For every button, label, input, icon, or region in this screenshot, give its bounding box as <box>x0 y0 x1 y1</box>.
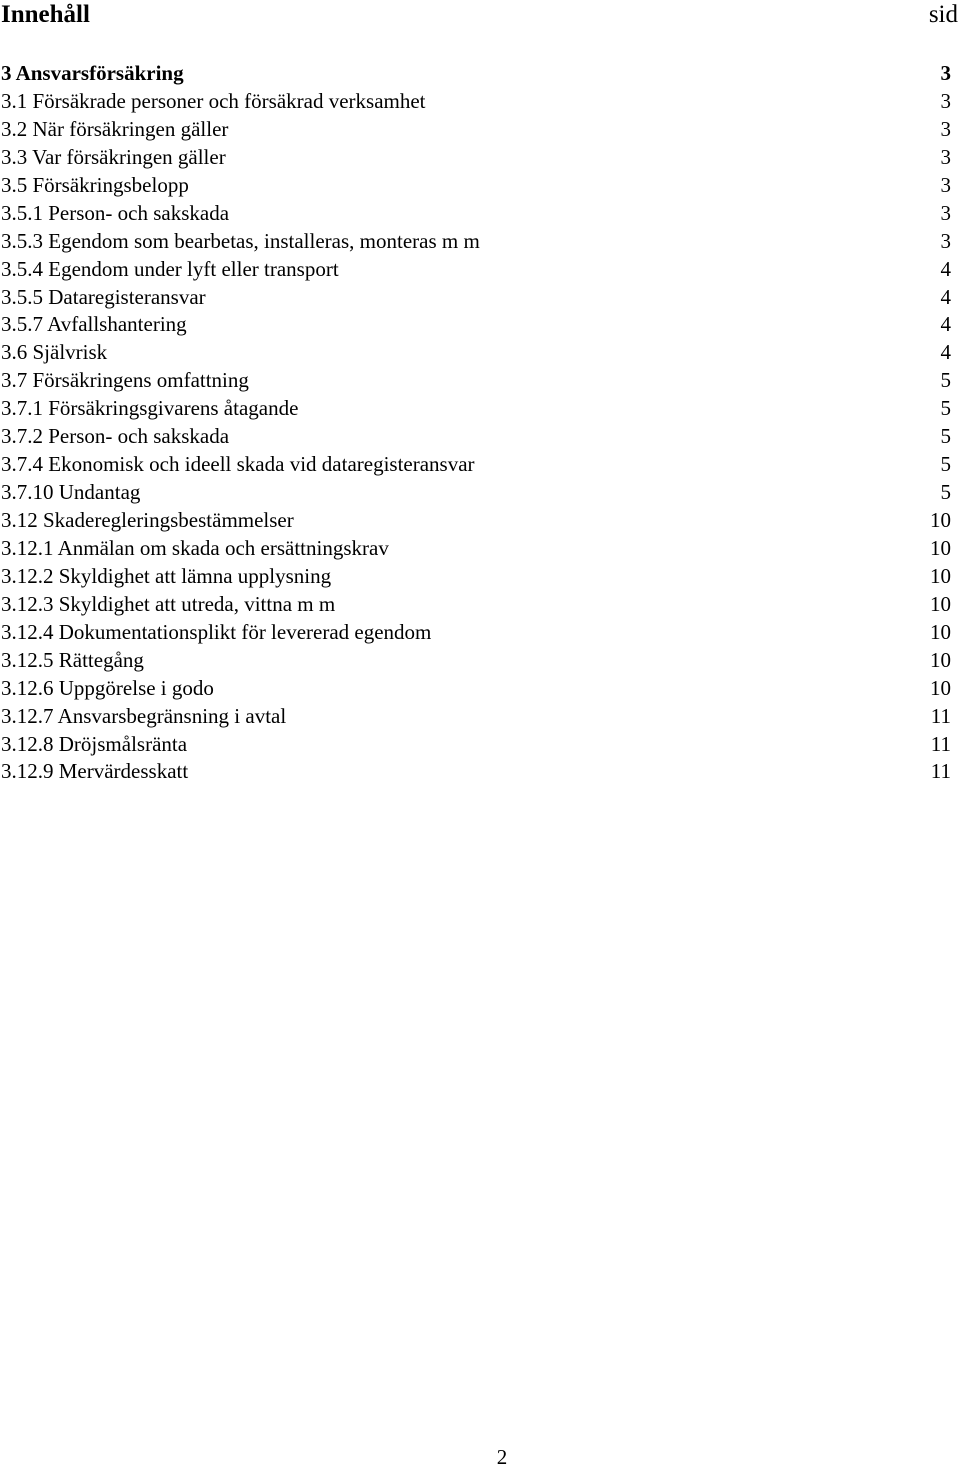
toc-entry-page: 3 <box>940 116 951 141</box>
toc-entry-title: 3.12.8 Dröjsmålsränta <box>1 731 188 756</box>
toc-entry <box>0 366 951 394</box>
toc-entry <box>0 590 951 618</box>
toc-entry-page: 10 <box>930 647 951 672</box>
toc-entry-page: 4 <box>940 312 951 337</box>
toc-entry <box>0 757 951 785</box>
toc-entry-page: 10 <box>930 675 951 700</box>
toc-entry <box>0 674 951 702</box>
toc-entry-title: 3.7.2 Person- och sakskada <box>1 424 230 449</box>
toc-header <box>0 0 958 30</box>
toc-entry-page: 4 <box>940 340 951 365</box>
toc-entry-title: 3.12.2 Skyldighet att lämna upplysning <box>1 563 332 588</box>
toc-entry <box>0 143 951 171</box>
toc-entry-title: 3.12.3 Skyldighet att utreda, vittna m m <box>1 591 336 616</box>
toc-entry-page: 4 <box>940 284 951 309</box>
toc-entry <box>0 702 951 730</box>
toc-entry <box>0 422 951 450</box>
toc-entry-page: 5 <box>940 452 951 477</box>
toc-entry-title: 3.5.3 Egendom som bearbetas, installeras, monteras m m <box>1 228 480 253</box>
toc-entry-page: 10 <box>930 508 951 532</box>
table-of-contents <box>0 59 951 785</box>
toc-entry <box>0 310 951 338</box>
toc-entry <box>0 255 951 283</box>
page-column-label: sid <box>928 1 958 28</box>
toc-entry <box>0 227 951 255</box>
toc-entry <box>0 618 951 646</box>
toc-entry-title: 3.12.9 Mervärdesskatt <box>1 759 189 784</box>
toc-entry <box>0 199 951 227</box>
toc-entry <box>0 478 951 506</box>
toc-entry <box>0 730 951 758</box>
toc-entry-title: 3.12.5 Rättegång <box>1 647 144 672</box>
toc-entry-page: 11 <box>930 731 951 756</box>
toc-entry-title: 3.12 Skaderegleringsbestämmelser <box>1 508 294 532</box>
toc-entry <box>0 338 951 366</box>
toc-entry <box>0 87 951 115</box>
toc-entry-title: 3.12.6 Uppgörelse i godo <box>1 675 214 700</box>
toc-entry <box>0 171 951 199</box>
toc-entry <box>0 115 951 143</box>
toc-entry-page: 11 <box>930 759 951 784</box>
toc-entry-title: 3.5 Försäkringsbelopp <box>1 172 189 197</box>
toc-entry-page: 4 <box>940 256 951 281</box>
toc-entry-title: 3.2 När försäkringen gäller <box>1 116 229 141</box>
toc-entry <box>0 59 951 87</box>
toc-entry-page: 11 <box>930 703 951 728</box>
toc-entry-title: 3.12.1 Anmälan om skada och ersättningskrav <box>1 535 389 560</box>
toc-entry-title: 3.7 Försäkringens omfattning <box>1 368 249 393</box>
toc-entry-page: 3 <box>940 88 951 113</box>
toc-entry <box>0 506 951 534</box>
toc-entry-title: 3.3 Var försäkringen gäller <box>1 144 226 169</box>
toc-entry-page: 5 <box>940 480 951 505</box>
toc-entry-page: 10 <box>930 619 951 644</box>
toc-entry <box>0 562 951 590</box>
toc-entry-page: 3 <box>940 228 951 253</box>
toc-entry-title: 3 Ansvarsförsäkring <box>1 61 184 85</box>
toc-entry-title: 3.5.7 Avfallshantering <box>1 312 187 337</box>
toc-entry-page: 3 <box>940 172 951 197</box>
toc-entry <box>0 394 951 422</box>
toc-entry-title: 3.7.10 Undantag <box>1 480 141 505</box>
toc-entry-title: 3.6 Självrisk <box>1 340 108 365</box>
toc-entry-title: 3.5.4 Egendom under lyft eller transport <box>1 256 339 281</box>
page-number: 2 <box>496 1445 508 1469</box>
toc-entry-page: 10 <box>930 563 951 588</box>
toc-entry-page: 5 <box>940 396 951 421</box>
toc-entry-title: 3.1 Försäkrade personer och försäkrad verksamhet <box>1 88 426 113</box>
toc-entry-title: 3.7.4 Ekonomisk och ideell skada vid dataregisteransvar <box>1 452 475 477</box>
toc-entry-title: 3.5.1 Person- och sakskada <box>1 200 230 225</box>
toc-entry-title: 3.12.4 Dokumentationsplikt för levererad egendom <box>1 619 432 644</box>
toc-entry <box>0 646 951 674</box>
toc-entry-page: 10 <box>930 591 951 616</box>
toc-entry-page: 10 <box>930 535 951 560</box>
toc-entry-page: 3 <box>940 200 951 225</box>
toc-entry-page: 3 <box>940 61 951 85</box>
toc-entry-page: 5 <box>940 368 951 393</box>
toc-entry-title: 3.7.1 Försäkringsgivarens åtagande <box>1 396 299 421</box>
toc-entry <box>0 450 951 478</box>
toc-entry <box>0 534 951 562</box>
toc-entry <box>0 283 951 311</box>
toc-entry-title: 3.12.7 Ansvarsbegränsning i avtal <box>1 703 287 728</box>
toc-entry-page: 3 <box>940 144 951 169</box>
toc-entry-title: 3.5.5 Dataregisteransvar <box>1 284 206 309</box>
page-title: Innehåll <box>1 1 90 28</box>
toc-entry-page: 5 <box>940 424 951 449</box>
